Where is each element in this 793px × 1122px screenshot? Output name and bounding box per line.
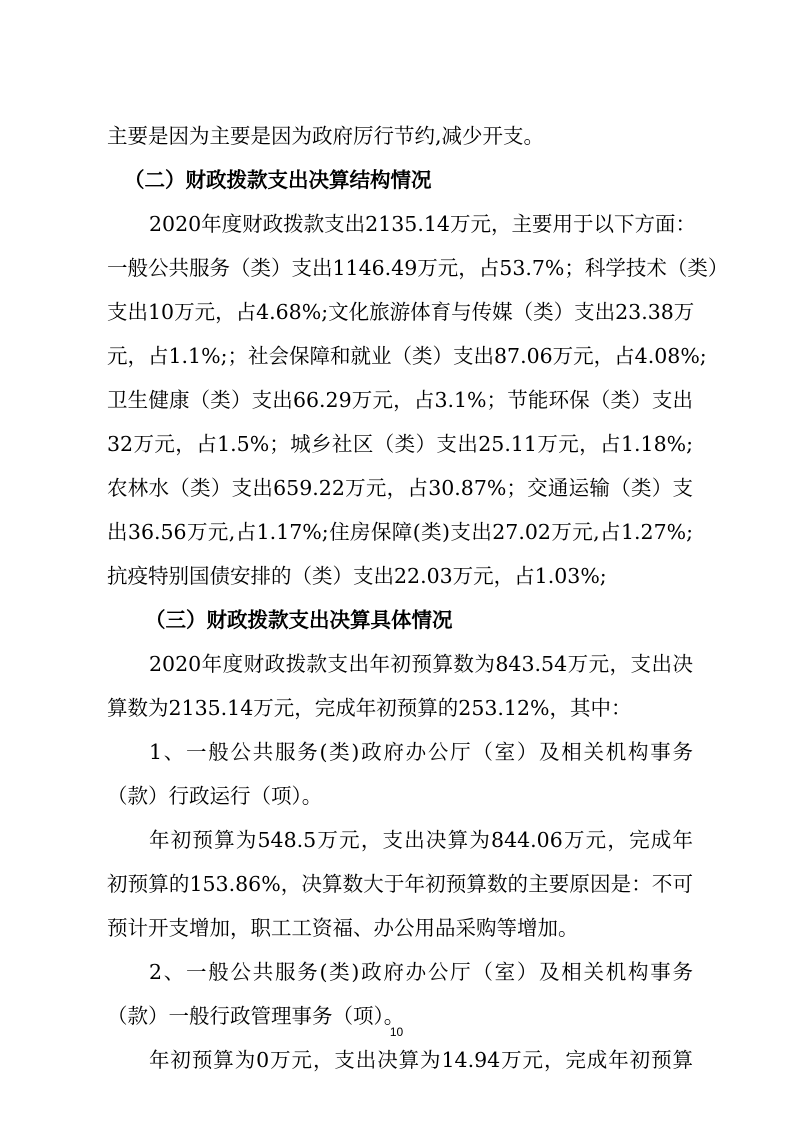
page-number: 10 — [389, 1025, 404, 1039]
section-3-summary-line: 算数为2135.14万元，完成年初预算的253.12%，其中： — [107, 696, 632, 720]
section-2-line: 卫生健康（类）支出66.29万元，占3.1%；节能环保（类）支出 — [107, 388, 693, 412]
item-1-title-line: 1、一般公共服务(类)政府办公厅（室）及相关机构事务 — [149, 740, 693, 764]
intro-conclusion-line: 主要是因为主要是因为政府厉行节约,减少开支。 — [107, 124, 545, 148]
item-1-detail-line: 年初预算为548.5万元，支出决算为844.06万元，完成年 — [149, 828, 693, 852]
section-2-line: 抗疫特别国债安排的（类）支出22.03万元，占1.03%; — [107, 564, 607, 588]
item-1-detail-line: 预计开支增加，职工工资福、办公用品采购等增加。 — [107, 916, 579, 940]
section-2-line: 32万元，占1.5%；城乡社区（类）支出25.11万元，占1.18%; — [107, 432, 693, 456]
section-3-summary-line: 2020年度财政拨款支出年初预算数为843.54万元，支出决 — [149, 652, 693, 676]
section-2-line: 元，占1.1%;；社会保障和就业（类）支出87.06万元，占4.08%; — [107, 344, 707, 368]
item-2-detail-line: 年初预算为0万元，支出决算为14.94万元，完成年初预算 — [149, 1048, 693, 1072]
item-2-title-line: （款）一般行政管理事务（项）。 — [107, 1004, 405, 1028]
section-2-line: 出36.56万元,占1.17%;住房保障(类)支出27.02万元,占1.27%; — [107, 520, 693, 544]
item-1-title-line: （款）行政运行（项）。 — [107, 784, 323, 808]
section-2-heading: （二）财政拨款支出决算结构情况 — [124, 168, 432, 192]
section-3-heading: （三）财政拨款支出决算具体情况 — [145, 608, 453, 632]
section-2-line: 农林水（类）支出659.22万元，占30.87%；交通运输（类）支 — [107, 476, 693, 500]
section-2-line: 2020年度财政拨款支出2135.14万元，主要用于以下方面： — [149, 212, 696, 236]
item-2-title-line: 2、一般公共服务(类)政府办公厅（室）及相关机构事务 — [149, 960, 693, 984]
section-2-line: 支出10万元，占4.68%;文化旅游体育与传媒（类）支出23.38万 — [107, 300, 695, 324]
item-1-detail-line: 初预算的153.86%，决算数大于年初预算数的主要原因是：不可 — [107, 872, 693, 896]
section-2-line: 一般公共服务（类）支出1146.49万元，占53.7%；科学技术（类） — [107, 256, 729, 280]
